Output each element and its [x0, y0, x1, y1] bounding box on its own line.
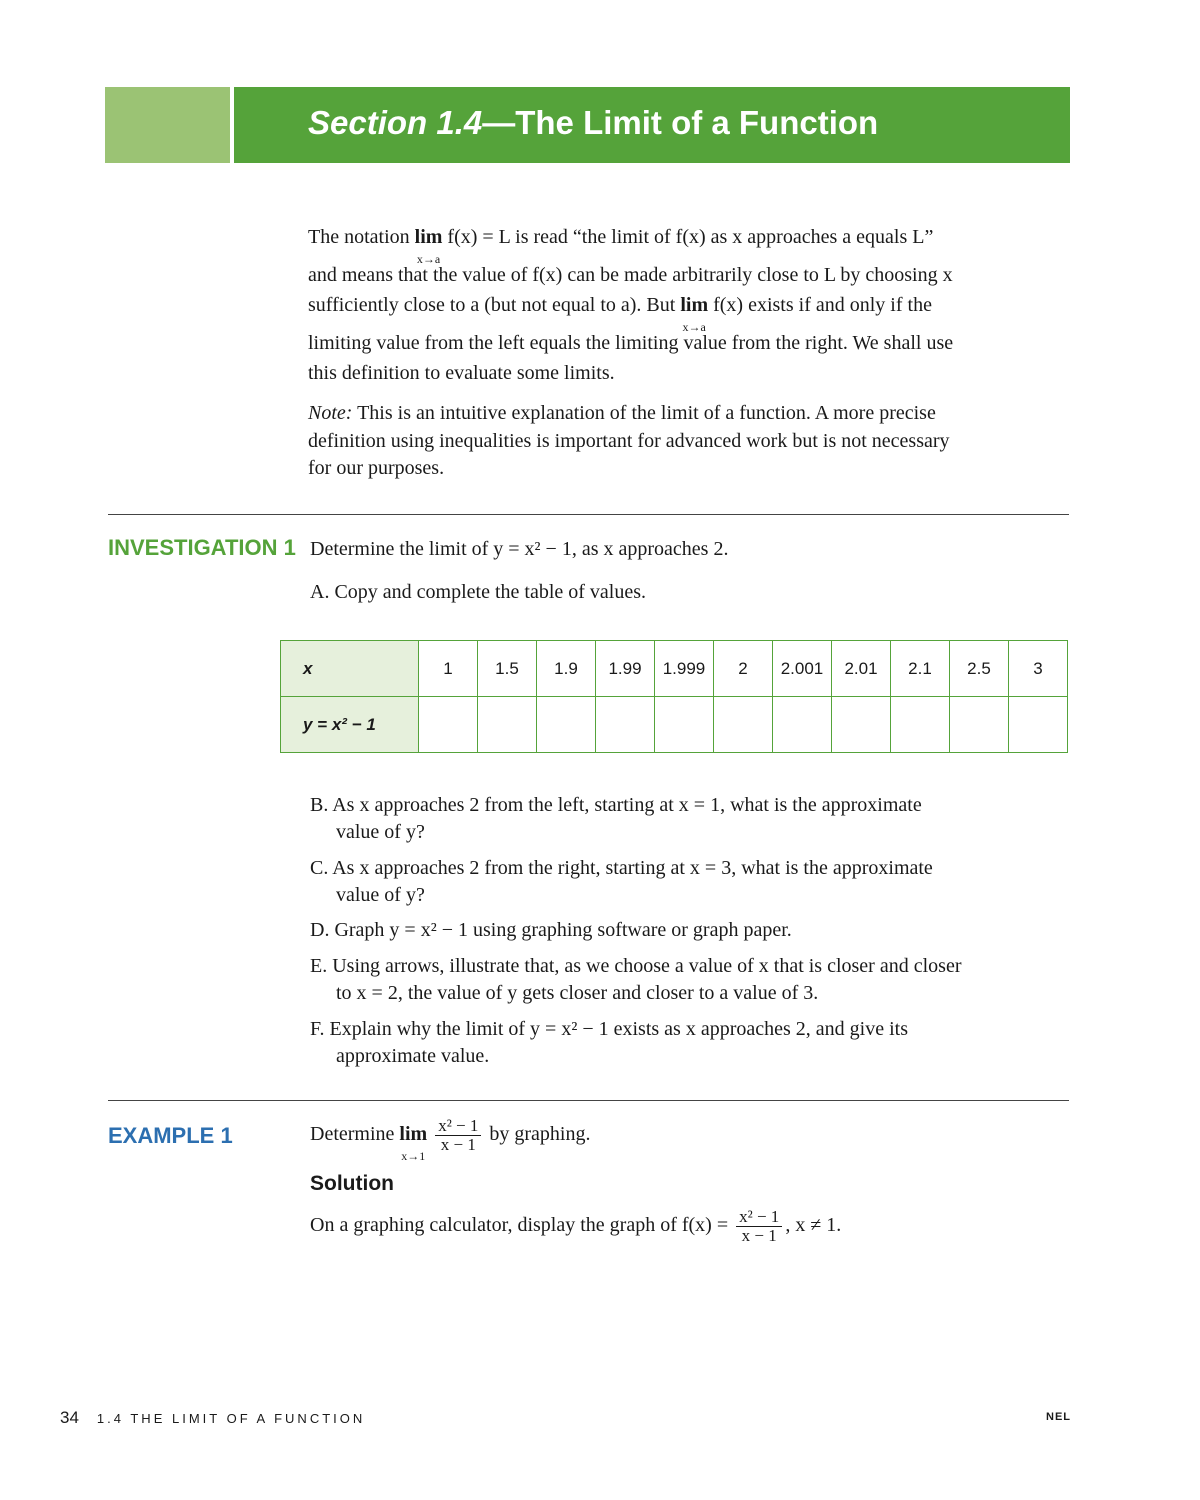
divider-1 — [108, 514, 1069, 515]
table-cell: 2 — [714, 641, 773, 697]
running-title: 1.4 THE LIMIT OF A FUNCTION — [96, 1411, 366, 1426]
table-cell: 3 — [1009, 641, 1068, 697]
section-title-text: —The Limit of a Function — [482, 104, 879, 141]
limit-notation-2: lim x→a — [680, 294, 709, 334]
header-accent-block — [105, 87, 230, 163]
page-footer — [60, 1408, 365, 1428]
table-cell-empty — [478, 697, 537, 753]
step-f: F. Explain why the limit of y = x² − 1 exists as x approaches 2, and give its approximate value. — [310, 1018, 908, 1067]
table-cell-empty — [891, 697, 950, 753]
values-table — [280, 640, 1068, 753]
table-cell: 1.999 — [655, 641, 714, 697]
example-label: EXAMPLE 1 — [108, 1123, 233, 1148]
investigation-label: INVESTIGATION 1 — [108, 535, 296, 560]
table-cell: 1.5 — [478, 641, 537, 697]
table-cell-empty — [1009, 697, 1068, 753]
table-cell-empty — [773, 697, 832, 753]
example-fraction: $\frac{\text{x² − 1}}{x - 1}$ — [435, 1117, 481, 1154]
table-row-y — [281, 697, 1068, 753]
table-cell: 2.001 — [773, 641, 832, 697]
section-label: Section 1.4 — [308, 104, 483, 141]
table-header-x: x — [281, 641, 419, 697]
table-cell-empty — [419, 697, 478, 753]
table-cell: 1 — [419, 641, 478, 697]
table-row-x — [281, 641, 1068, 697]
note-paragraph: Note: This is an intuitive explanation of the limit of a function. A more precise definition using inequalities is important for advanced work but is not necessary for our purposes. — [308, 402, 950, 479]
investigation-prompt: Determine the limit of y = x² − 1, as x approaches 2. — [310, 538, 729, 560]
table-cell-empty — [537, 697, 596, 753]
section-title — [308, 104, 878, 142]
example-prompt: Determine lim x→1 $\frac{\text{x² − 1}}{x - 1}$ by graphing. — [310, 1116, 591, 1164]
page-number: 34 — [60, 1408, 79, 1427]
step-b: B. As x approaches 2 from the left, starting at x = 1, what is the approximate value of y? — [310, 794, 922, 843]
solution-heading: Solution — [310, 1172, 394, 1195]
table-cell-empty — [596, 697, 655, 753]
step-d: D. Graph y = x² − 1 using graphing software or graph paper. — [310, 919, 792, 941]
solution-fraction: $\frac{\text{x² − 1}}{x - 1}$ — [736, 1208, 782, 1245]
intro-paragraph: The notation lim x→a f(x) = L is read “the limit of f(x) as x approaches a equals L” and means that the value of f(x) can be made arbitrarily close to L by choosing x sufficiently close to a (but not equal to a). But lim x→a f(x) exists if and only if the limiting value from the left equals the limiting value from the right. We shall use this definition to evaluate some limits. — [308, 222, 1068, 388]
table-cell: 2.5 — [950, 641, 1009, 697]
divider-2 — [108, 1100, 1069, 1101]
table-header-y: y = x² − 1 — [281, 697, 419, 753]
note-label: Note: — [308, 402, 353, 424]
table-cell: 2.01 — [832, 641, 891, 697]
table-cell-empty — [714, 697, 773, 753]
table-cell: 2.1 — [891, 641, 950, 697]
step-e: E. Using arrows, illustrate that, as we choose a value of x that is closer and closer to x = 2, the value of y gets closer and closer to a value of 3. — [310, 955, 962, 1004]
step-a: A. Copy and complete the table of values. — [310, 581, 647, 603]
table-cell: 1.9 — [537, 641, 596, 697]
table-cell-empty — [950, 697, 1009, 753]
limit-notation: lim x→a — [414, 226, 443, 266]
table-cell: 1.99 — [596, 641, 655, 697]
solution-text: On a graphing calculator, display the graph of f(x) = $\frac{\text{x² − 1}}{x - 1}$ , x ≠ 1. — [310, 1207, 842, 1245]
table-cell-empty — [655, 697, 714, 753]
example-limit: lim x→1 — [399, 1123, 428, 1164]
publisher-mark: NEL — [1046, 1411, 1071, 1423]
step-c: C. As x approaches 2 from the right, starting at x = 3, what is the approximate value of y? — [310, 857, 933, 906]
table-cell-empty — [832, 697, 891, 753]
